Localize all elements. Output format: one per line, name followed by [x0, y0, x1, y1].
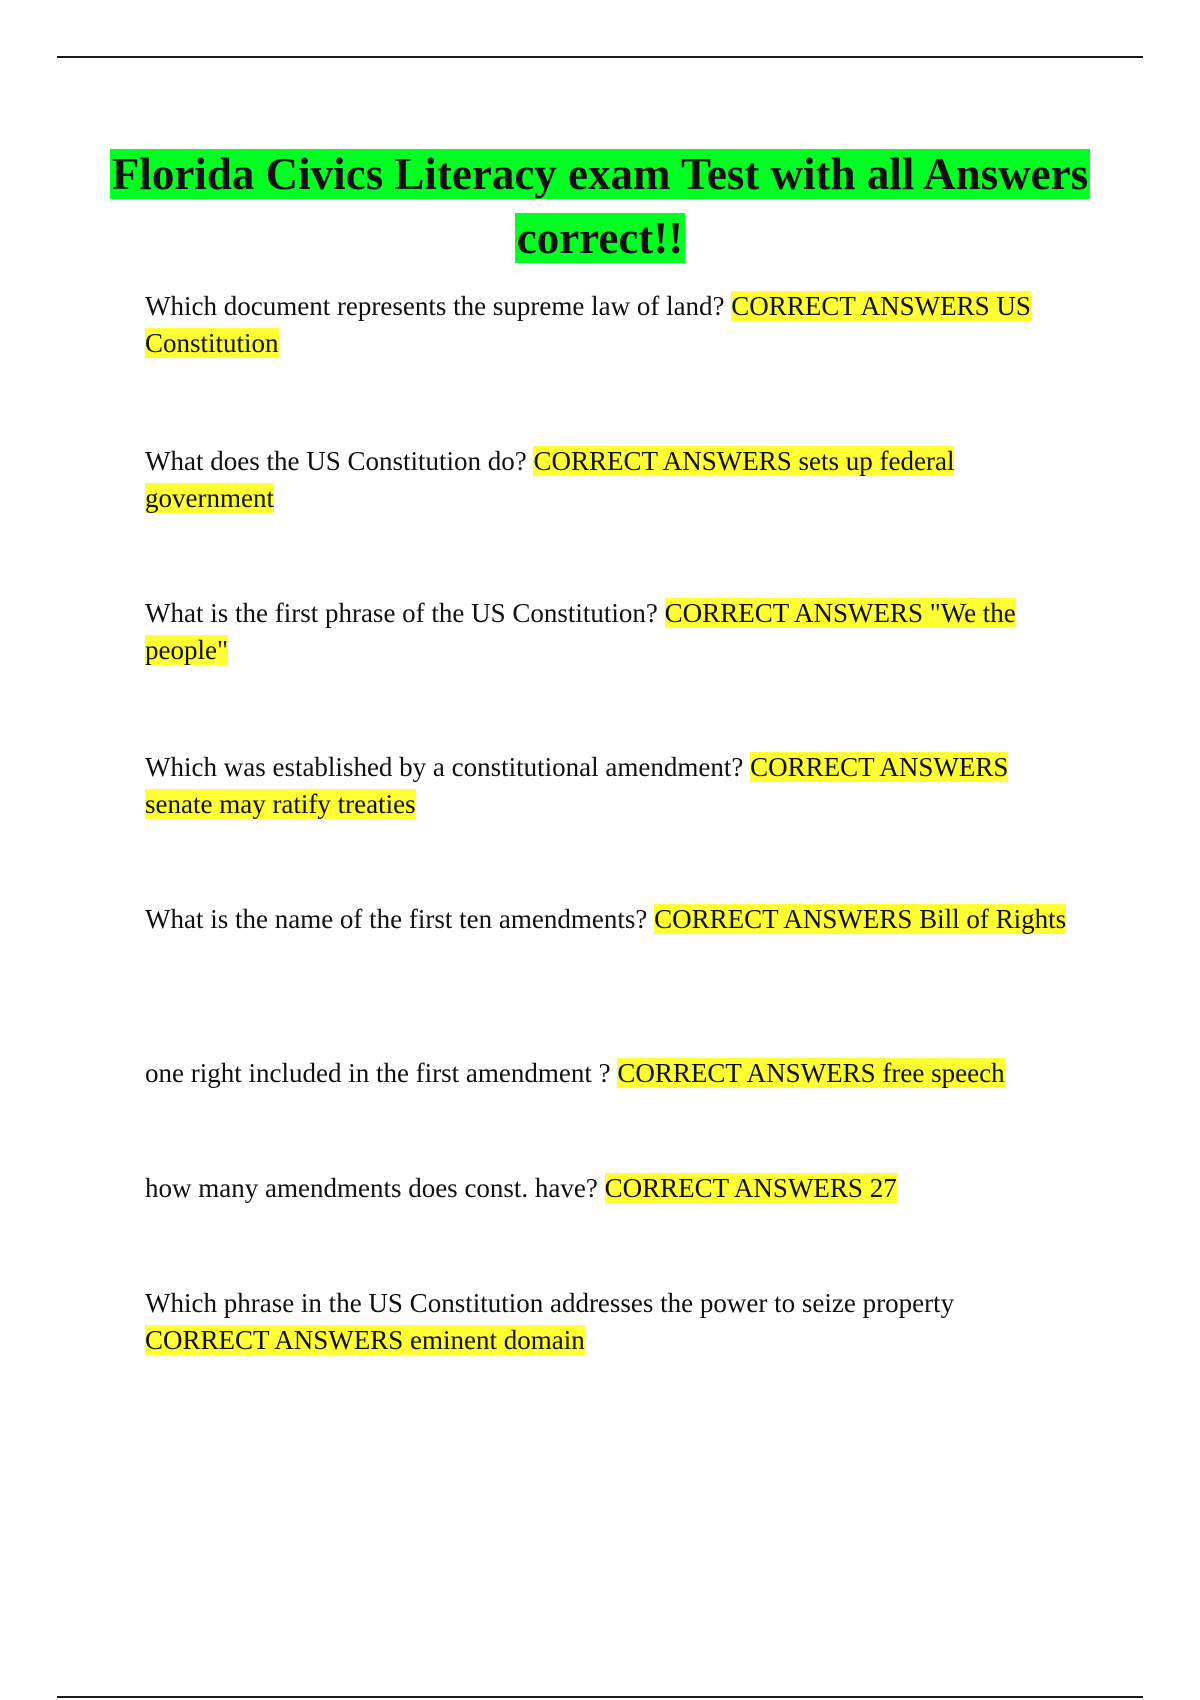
- qa-item: [145, 901, 1080, 938]
- answer-text: CORRECT ANSWERS "We the people": [145, 598, 1016, 665]
- question-text: What is the first phrase of the US Constitution?: [145, 598, 658, 628]
- question-text: Which document represents the supreme law of land?: [145, 291, 725, 321]
- answer-text: CORRECT ANSWERS sets up federal government: [145, 446, 955, 513]
- qa-item: [145, 1170, 1080, 1207]
- qa-item: [145, 749, 1080, 823]
- qa-item: [145, 595, 1080, 669]
- answer-text: CORRECT ANSWERS free speech: [617, 1058, 1005, 1088]
- question-text: Which phrase in the US Constitution addresses the power to seize property: [145, 1288, 955, 1318]
- bottom-rule: [57, 1696, 1143, 1698]
- question-text: Which was established by a constitutional amendment?: [145, 752, 744, 782]
- top-rule: [57, 56, 1143, 58]
- question-text: What does the US Constitution do?: [145, 446, 527, 476]
- document-title: [100, 142, 1100, 270]
- answer-text: CORRECT ANSWERS eminent domain: [145, 1325, 585, 1355]
- document-title-text: Florida Civics Literacy exam Test with all Answers correct!!: [111, 149, 1089, 263]
- question-text: how many amendments does const. have?: [145, 1173, 598, 1203]
- answer-text: CORRECT ANSWERS Bill of Rights: [654, 904, 1067, 934]
- answer-text: CORRECT ANSWERS senate may ratify treaties: [145, 752, 1009, 819]
- qa-item: [145, 1055, 1080, 1092]
- qa-item: [145, 1285, 1080, 1359]
- qa-item: [145, 443, 1080, 517]
- answer-text: CORRECT ANSWERS 27: [604, 1173, 897, 1203]
- question-text: What is the name of the first ten amendments?: [145, 904, 648, 934]
- question-text: one right included in the first amendment ?: [145, 1058, 611, 1088]
- answer-text: CORRECT ANSWERS US Constitution: [145, 291, 1031, 358]
- qa-item: [145, 288, 1080, 362]
